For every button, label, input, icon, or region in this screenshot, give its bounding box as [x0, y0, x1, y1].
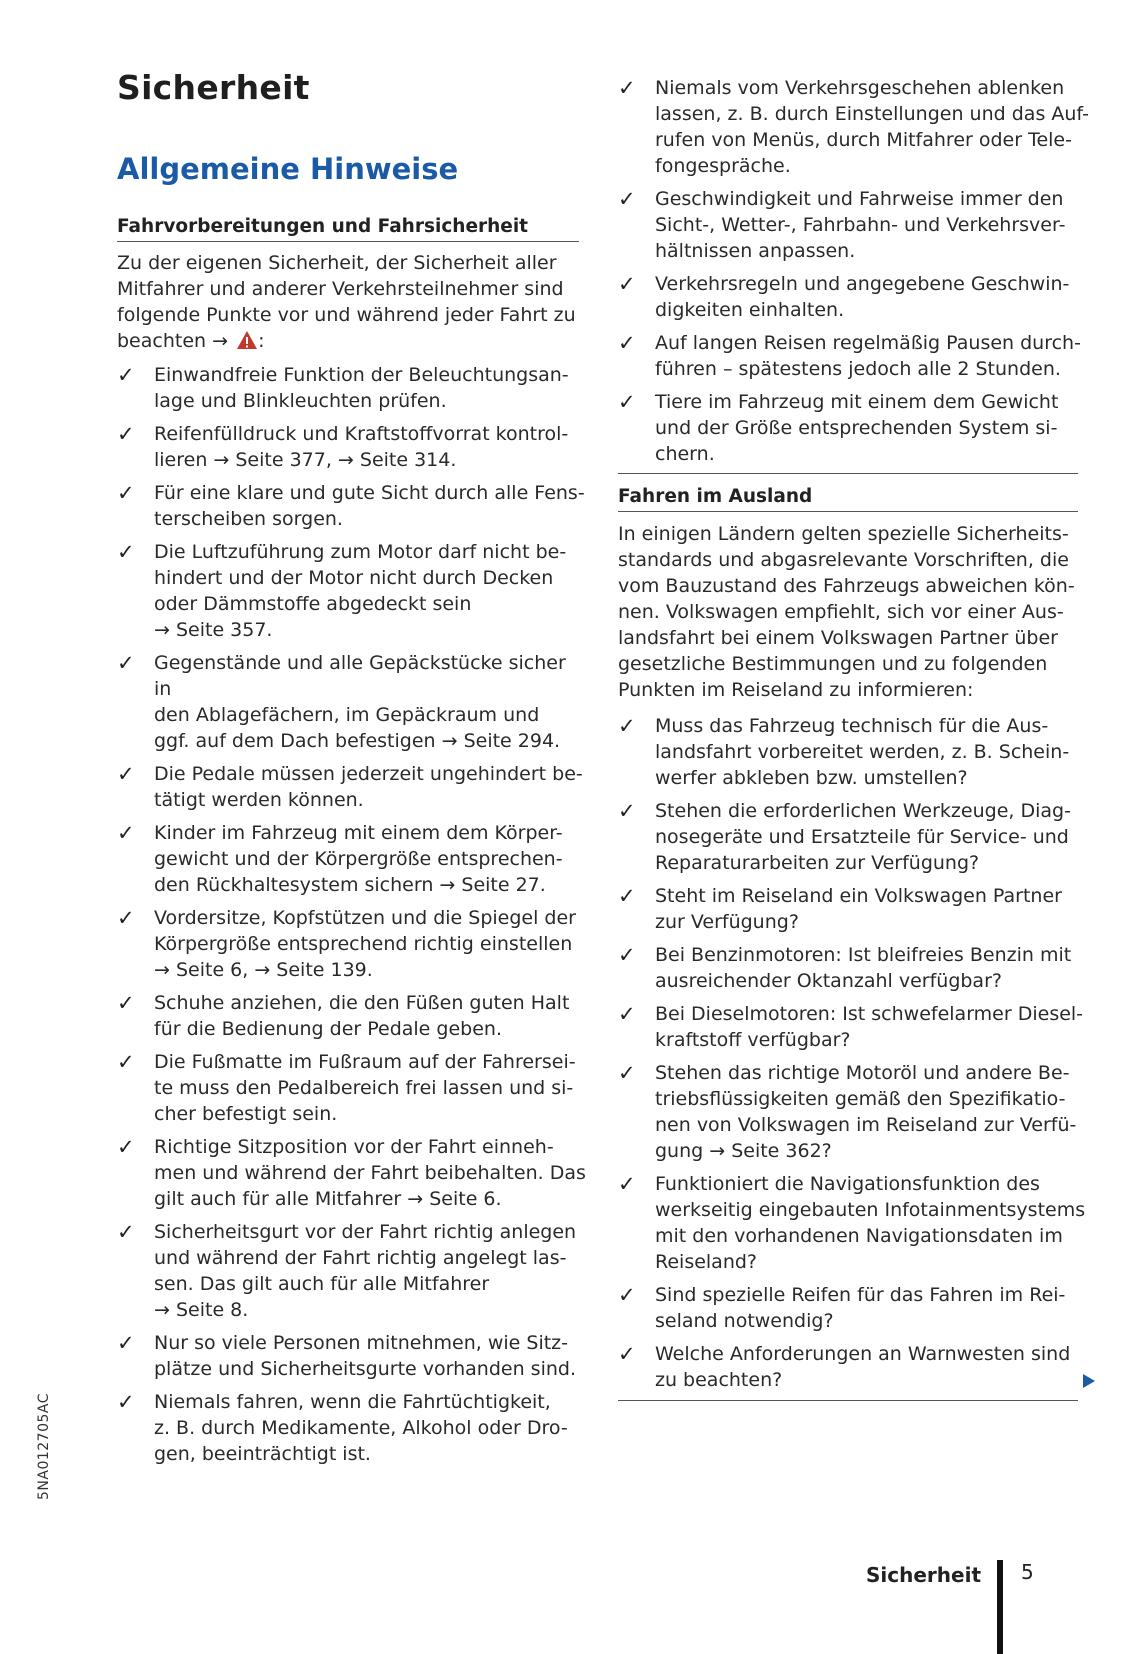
checkmark-icon: ✓ [117, 1135, 135, 1159]
checklist-item [117, 761, 587, 813]
checklist-item [618, 1171, 1093, 1275]
checklist-item-text: Niemals vom Verkehrsgeschehen ablenken lassen, z. B. durch Einstellungen und das Auf- rufen von Menüs, durch Mitfahrer oder Tele- fongespräche. [655, 77, 1089, 177]
warning-triangle-icon [236, 330, 258, 357]
checkmark-icon: ✓ [117, 906, 135, 930]
divider-bottom [618, 1400, 1078, 1401]
checklist-item [117, 539, 587, 643]
next-page-arrow-icon [1082, 1373, 1096, 1393]
checklist-item-text: Schuhe anziehen, die den Füßen guten Halt für die Bedienung der Pedale geben. [154, 992, 570, 1040]
left-intro [117, 250, 577, 357]
checkmark-icon: ✓ [618, 1061, 636, 1085]
checklist-item-text: Für eine klare und gute Sicht durch alle Fens- terscheiben sorgen. [154, 482, 585, 530]
checklist-item-text: Verkehrsregeln und angegebene Geschwin- digkeiten einhalten. [655, 273, 1070, 321]
checklist-item [618, 330, 1093, 382]
checklist-item-text: Muss das Fahrzeug technisch für die Aus- landsfahrt vorbereitet werden, z. B. Schein- werfer abkleben bzw. umstellen? [655, 715, 1070, 789]
checklist-item [117, 362, 587, 414]
footer-bar [997, 1560, 1003, 1654]
checkmark-icon: ✓ [618, 799, 636, 823]
checkmark-icon: ✓ [618, 1002, 636, 1026]
checklist-item-text: Die Pedale müssen jederzeit ungehindert be- tätigt werden können. [154, 763, 583, 811]
checklist-item [117, 1219, 587, 1323]
checkmark-icon: ✓ [618, 272, 636, 296]
checkmark-icon: ✓ [618, 943, 636, 967]
checklist-item [618, 75, 1093, 179]
checkmark-icon: ✓ [618, 331, 636, 355]
checklist-item [117, 1389, 587, 1467]
checkmark-icon: ✓ [117, 821, 135, 845]
right-checklist-top [618, 75, 1093, 474]
checklist-item [618, 798, 1093, 876]
checklist-item-text: Tiere im Fahrzeug mit einem dem Gewicht und der Größe entsprechenden System si- chern. [655, 391, 1059, 465]
checkmark-icon: ✓ [618, 714, 636, 738]
checkmark-icon: ✓ [117, 422, 135, 446]
checklist-item-text: Die Luftzuführung zum Motor darf nicht be- hindert und der Motor nicht durch Decken oder Dämmstoffe abgedeckt sein → Seite 357. [154, 541, 567, 641]
checkmark-icon: ✓ [117, 481, 135, 505]
checklist-item [618, 389, 1093, 467]
checklist-item-text: Richtige Sitzposition vor der Fahrt einneh- men und während der Fahrt beibehalten. Das gilt auch für alle Mitfahrer → Seite 6. [154, 1136, 586, 1210]
checklist-item-text: Steht im Reiseland ein Volkswagen Partner zur Verfügung? [655, 885, 1062, 933]
right-intro: In einigen Ländern gelten spezielle Sicherheits-standards und abgasrelevante Vorschriften, die vom Bauzustand des Fahrzeugs abweichen kön-nen. Volkswagen empfiehlt, sich vor einer Aus-landsfahrt bei einem Volkswagen Partner über gesetzliche Bestimmungen und zu folgenden Punkten im Reiseland zu informieren: [618, 523, 1075, 701]
checklist-item [117, 905, 587, 983]
checkmark-icon: ✓ [618, 390, 636, 414]
left-checklist [117, 362, 587, 1474]
checklist-item [117, 650, 587, 754]
checkmark-icon: ✓ [117, 1220, 135, 1244]
checklist-item-text: Reifenfülldruck und Kraftstoffvorrat kontrol- lieren → Seite 377, → Seite 314. [154, 423, 569, 471]
checklist-item-text: Stehen das richtige Motoröl und andere Be- triebsflüssigkeiten gemäß den Spezifikatio- nen von Volkswagen im Reiseland zur Verfü- gung → Seite 362? [655, 1062, 1077, 1162]
footer-chapter-label: Sicherheit [866, 1563, 981, 1587]
divider-top [618, 473, 1078, 474]
left-subheading: Fahrvorbereitungen und Fahrsicherheit [117, 216, 579, 242]
checkmark-icon: ✓ [618, 884, 636, 908]
checkmark-icon: ✓ [618, 1172, 636, 1196]
checkmark-icon: ✓ [618, 1342, 636, 1366]
checkmark-icon: ✓ [117, 540, 135, 564]
checklist-item-text: Kinder im Fahrzeug mit einem dem Körper- gewicht und der Körpergröße entsprechen- den Rückhaltesystem sichern → Seite 27. [154, 822, 563, 896]
checkmark-icon: ✓ [117, 1050, 135, 1074]
checklist-item-text: Geschwindigkeit und Fahrweise immer den Sicht-, Wetter-, Fahrbahn- und Verkehrsver- hältnissen anpassen. [655, 188, 1066, 262]
checklist-item-text: Bei Dieselmotoren: Ist schwefelarmer Diesel- kraftstoff verfügbar? [655, 1003, 1084, 1051]
checkmark-icon: ✓ [618, 187, 636, 211]
checkmark-icon: ✓ [117, 991, 135, 1015]
checklist-item-text: Bei Benzinmotoren: Ist bleifreies Benzin mit ausreichender Oktanzahl verfügbar? [655, 944, 1072, 992]
checklist-item-text: Niemals fahren, wenn die Fahrtüchtigkeit, z. B. durch Medikamente, Alkohol oder Dro- gen, beeinträchtigt ist. [154, 1391, 568, 1465]
checklist-item [618, 186, 1093, 264]
checkmark-icon: ✓ [117, 762, 135, 786]
checklist-item-text: Einwandfreie Funktion der Beleuchtungsan- lage und Blinkleuchten prüfen. [154, 364, 569, 412]
checklist-item [618, 1282, 1093, 1334]
checkmark-icon: ✓ [618, 1283, 636, 1307]
checklist-item [618, 1001, 1093, 1053]
checklist-item [618, 942, 1093, 994]
checklist-item-text: Nur so viele Personen mitnehmen, wie Sitz- plätze und Sicherheitsgurte vorhanden sind. [154, 1332, 576, 1380]
checklist-item-text: Vordersitze, Kopfstützen und die Spiegel der Körpergröße entsprechend richtig einstellen → Seite 6, → Seite 139. [154, 907, 576, 981]
right-subheading: Fahren im Ausland [618, 486, 1078, 512]
checklist-item [117, 1049, 587, 1127]
checklist-item [618, 713, 1093, 791]
checklist-item-text: Sicherheitsgurt vor der Fahrt richtig anlegen und während der Fahrt richtig angelegt las- sen. Das gilt auch für alle Mitfahrer → Seite 8. [154, 1221, 577, 1321]
checklist-item [618, 1060, 1093, 1164]
checkmark-icon: ✓ [117, 651, 135, 675]
checklist-item-text: Stehen die erforderlichen Werkzeuge, Diag- nosegeräte und Ersatzteile für Service- und Reparaturarbeiten zur Verfügung? [655, 800, 1071, 874]
chapter-title: Sicherheit [117, 68, 310, 107]
checklist-item [117, 1134, 587, 1212]
checklist-item [117, 990, 587, 1042]
checkmark-icon: ✓ [618, 76, 636, 100]
checklist-item-text: Die Fußmatte im Fußraum auf der Fahrersei- te muss den Pedalbereich frei lassen und si- cher befestigt sein. [154, 1051, 576, 1125]
checkmark-icon: ✓ [117, 363, 135, 387]
page-number: 5 [1021, 1560, 1034, 1584]
left-intro-end: : [258, 330, 265, 352]
checklist-item [117, 1330, 587, 1382]
checklist-item-text: Sind spezielle Reifen für das Fahren im Rei- seland notwendig? [655, 1284, 1066, 1332]
checklist-item [117, 421, 587, 473]
left-intro-text: Zu der eigenen Sicherheit, der Sicherheit aller Mitfahrer und anderer Verkehrsteilnehmer sind folgende Punkte vor und während jeder Fahrt zu beachten → [117, 252, 576, 352]
right-checklist [618, 713, 1093, 1400]
checklist-item-text: Welche Anforderungen an Warnwesten sind zu beachten? [655, 1343, 1071, 1391]
checklist-item [618, 883, 1093, 935]
checkmark-icon: ✓ [117, 1331, 135, 1355]
checklist-item [618, 1341, 1093, 1393]
section-title: Allgemeine Hinweise [117, 152, 459, 186]
checklist-item [618, 271, 1093, 323]
checklist-item [117, 480, 587, 532]
checklist-item-text: Funktioniert die Navigationsfunktion des werkseitig eingebauten Infotainmentsystems mit den vorhandenen Navigationsdaten im Reiseland? [655, 1173, 1086, 1273]
checklist-item-text: Auf langen Reisen regelmäßig Pausen durch- führen – spätestens jedoch alle 2 Stunden. [655, 332, 1081, 380]
checkmark-icon: ✓ [117, 1390, 135, 1414]
document-code: 5NA012705AC [36, 1392, 52, 1500]
checklist-item-text: Gegenstände und alle Gepäckstücke sicher in den Ablagefächern, im Gepäckraum und ggf. auf dem Dach befestigen → Seite 294. [154, 652, 566, 752]
checklist-item [117, 820, 587, 898]
